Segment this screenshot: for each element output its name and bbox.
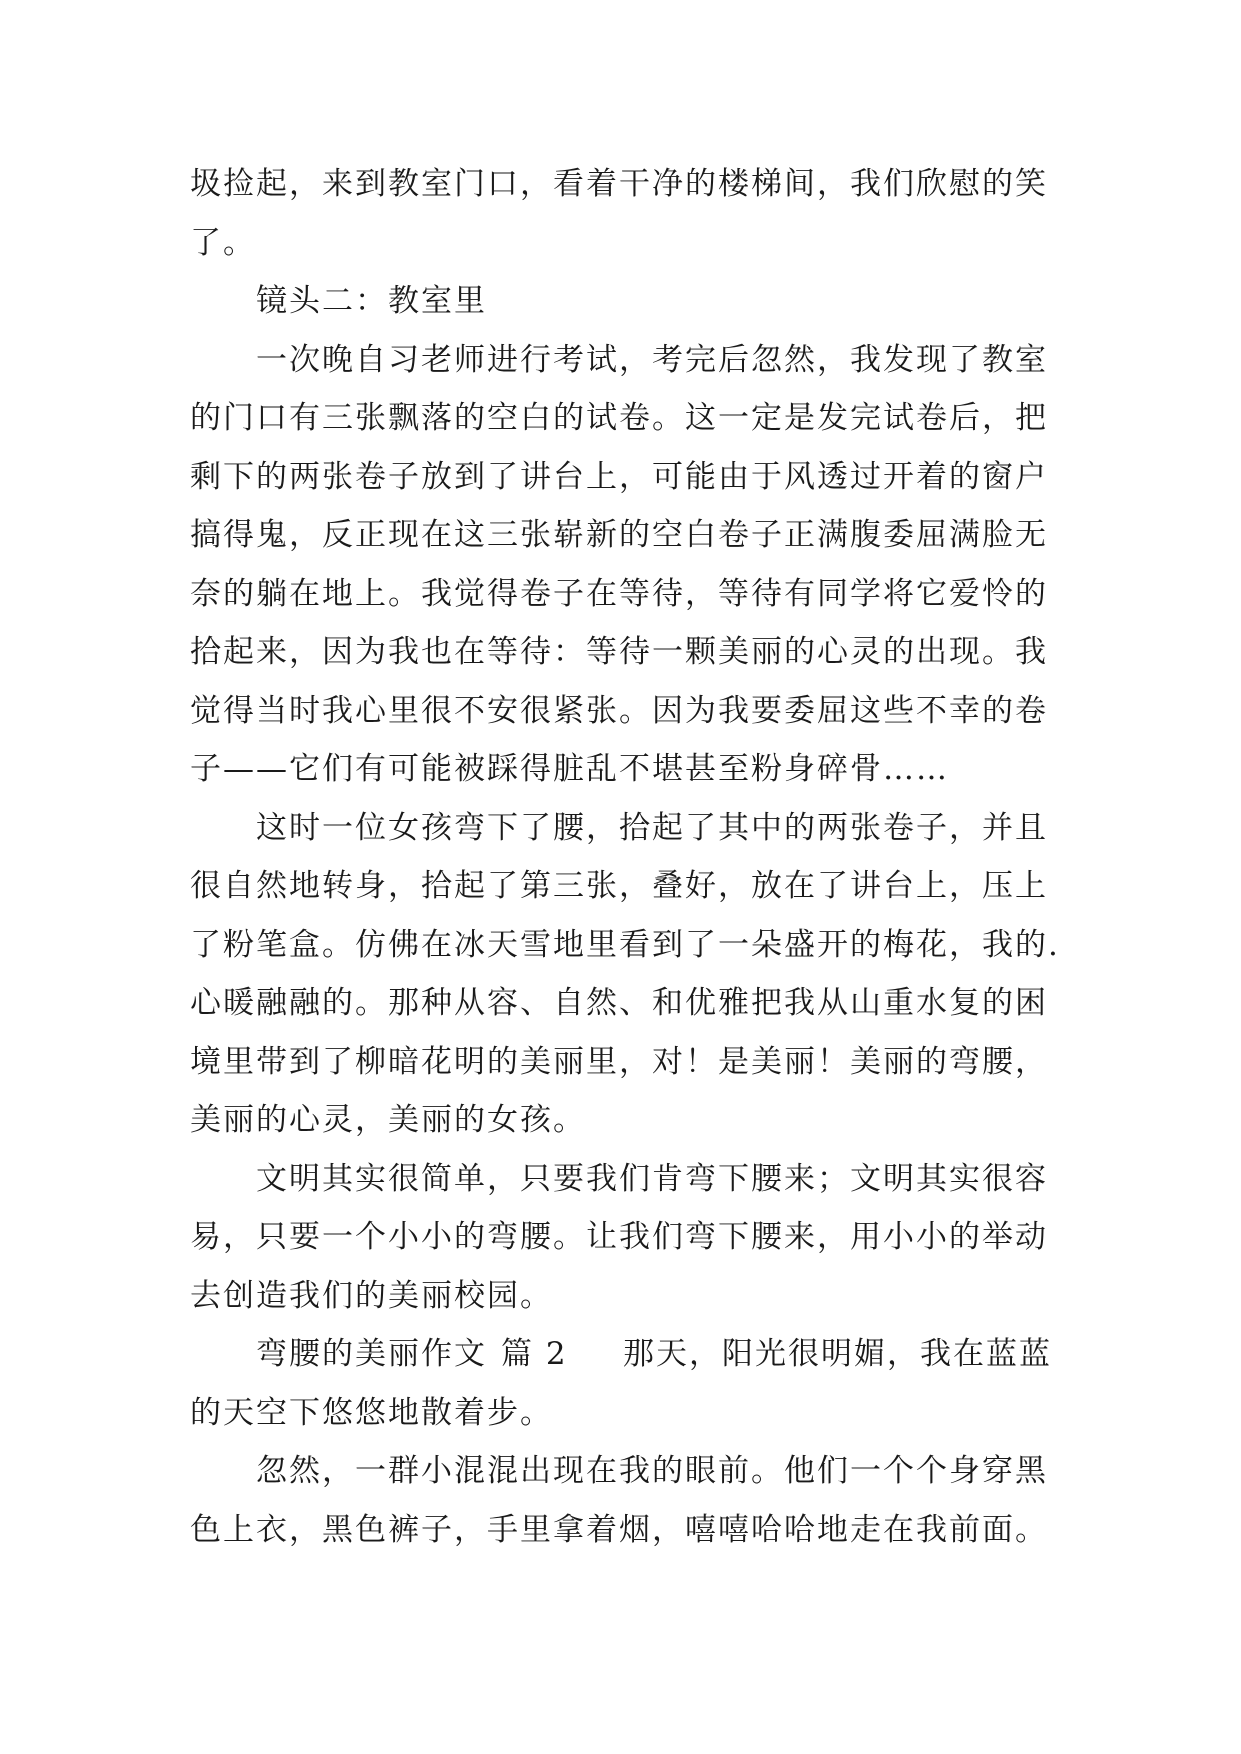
text-line: 文明其实很简单，只要我们肯弯下腰来；文明其实很容 xyxy=(256,1160,1048,1197)
paragraph xyxy=(190,155,1052,272)
heading-line xyxy=(190,1325,1052,1384)
text-line: 的门口有三张飘落的空白的试卷。这一定是发完试卷后，把 xyxy=(190,400,1048,436)
text-line: 这时一位女孩弯下了腰，拾起了其中的两张卷子，并且 xyxy=(256,809,1048,846)
paragraph xyxy=(190,331,1052,799)
document-body xyxy=(190,155,1060,1559)
text-line: 易，只要一个小小的弯腰。让我们弯下腰来，用小小的举动 xyxy=(190,1219,1048,1255)
text-line: 觉得当时我心里很不安很紧张。因为我要委屈这些不幸的卷 xyxy=(190,692,1048,729)
text-line: 了。 xyxy=(190,224,256,261)
paragraph xyxy=(190,1150,1052,1326)
text-line: 镜头二：教室里 xyxy=(256,283,487,319)
paragraph xyxy=(190,1442,1052,1559)
text-line: 美丽的心灵，美丽的女孩。 xyxy=(190,1102,586,1138)
section-subheading xyxy=(190,272,1052,331)
text-line: 心暖融融的。那种从容、自然、和优雅把我从山重水复的困 xyxy=(190,985,1048,1021)
text-line: 去创造我们的美丽校园。 xyxy=(190,1277,553,1314)
paragraph xyxy=(190,1325,1052,1442)
text-line: 很自然地转身，拾起了第三张，叠好，放在了讲台上，压上 xyxy=(190,868,1048,904)
text-line: 拾起来，因为我也在等待：等待一颗美丽的心灵的出现。我 xyxy=(190,634,1048,670)
text-line: 那天，阳光很明媚，我在蓝蓝 xyxy=(623,1336,1052,1372)
text-line: 奈的躺在地上。我觉得卷子在等待，等待有同学将它爱怜的 xyxy=(190,575,1048,612)
text-line: 色上衣，黑色裤子，手里拿着烟，嘻嘻哈哈地走在我前面。 xyxy=(190,1511,1048,1548)
essay-number-label: 篇 2 xyxy=(501,1336,568,1372)
text-line: 搞得鬼，反正现在这三张崭新的空白卷子正满腹委屈满脸无 xyxy=(190,517,1048,553)
essay-heading xyxy=(256,1325,568,1384)
paragraph xyxy=(190,799,1060,1150)
text-line: 剩下的两张卷子放到了讲台上，可能由于风透过开着的窗户 xyxy=(190,458,1048,495)
text-line: 忽然，一群小混混出现在我的眼前。他们一个个身穿黑 xyxy=(256,1453,1048,1489)
text-line: 的天空下悠悠地散着步。 xyxy=(190,1394,553,1431)
essay-title: 弯腰的美丽作文 xyxy=(256,1336,487,1372)
text-line: 了粉笔盒。仿佛在冰天雪地里看到了一朵盛开的梅花，我的. xyxy=(190,926,1060,963)
text-line: 圾捡起，来到教室门口，看着干净的楼梯间，我们欣慰的笑 xyxy=(190,166,1048,202)
text-line: 境里带到了柳暗花明的美丽里，对！是美丽！美丽的弯腰， xyxy=(190,1043,1048,1080)
text-line: 一次晚自习老师进行考试，考完后忽然，我发现了教室 xyxy=(256,341,1048,378)
text-line: 子——它们有可能被踩得脏乱不堪甚至粉身碎骨…… xyxy=(190,751,949,787)
